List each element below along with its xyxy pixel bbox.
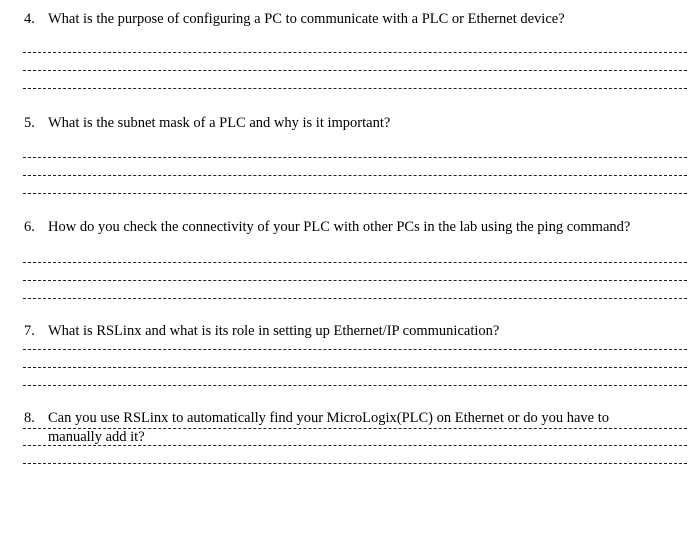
answer-line[interactable] xyxy=(23,70,687,71)
answer-line[interactable] xyxy=(23,88,687,89)
question-text: Can you use RSLinx to automatically find your MicroLogix(PLC) on Ethernet or do you have to manually add it? xyxy=(48,410,609,445)
answer-line[interactable] xyxy=(23,262,687,263)
answer-line[interactable] xyxy=(23,445,687,446)
question-number: 5. xyxy=(24,115,35,131)
question-number: 6. xyxy=(24,219,35,235)
question-text: What is RSLinx and what is its role in setting up Ethernet/IP communication? xyxy=(48,323,500,339)
answer-line[interactable] xyxy=(23,298,687,299)
question-4-text-row xyxy=(24,10,664,29)
question-text: How do you check the connectivity of your PLC with other PCs in the lab using the ping command? xyxy=(48,219,631,235)
answer-line[interactable] xyxy=(23,175,687,176)
question-text: What is the subnet mask of a PLC and why is it important? xyxy=(48,115,391,131)
question-number: 4. xyxy=(24,11,35,27)
question-number: 8. xyxy=(24,410,35,426)
answer-line[interactable] xyxy=(23,157,687,158)
answer-line[interactable] xyxy=(23,463,687,464)
answer-line[interactable] xyxy=(23,385,687,386)
question-6-text-row xyxy=(24,218,664,237)
answer-line[interactable] xyxy=(23,428,687,429)
answer-line[interactable] xyxy=(23,52,687,53)
question-5-text-row xyxy=(24,114,664,133)
answer-line[interactable] xyxy=(23,193,687,194)
answer-line[interactable] xyxy=(23,349,687,350)
question-text: What is the purpose of configuring a PC to communicate with a PLC or Ethernet device? xyxy=(48,11,565,27)
question-number: 7. xyxy=(24,323,35,339)
answer-line[interactable] xyxy=(23,367,687,368)
question-7-text-row xyxy=(24,322,664,341)
answer-line[interactable] xyxy=(23,280,687,281)
